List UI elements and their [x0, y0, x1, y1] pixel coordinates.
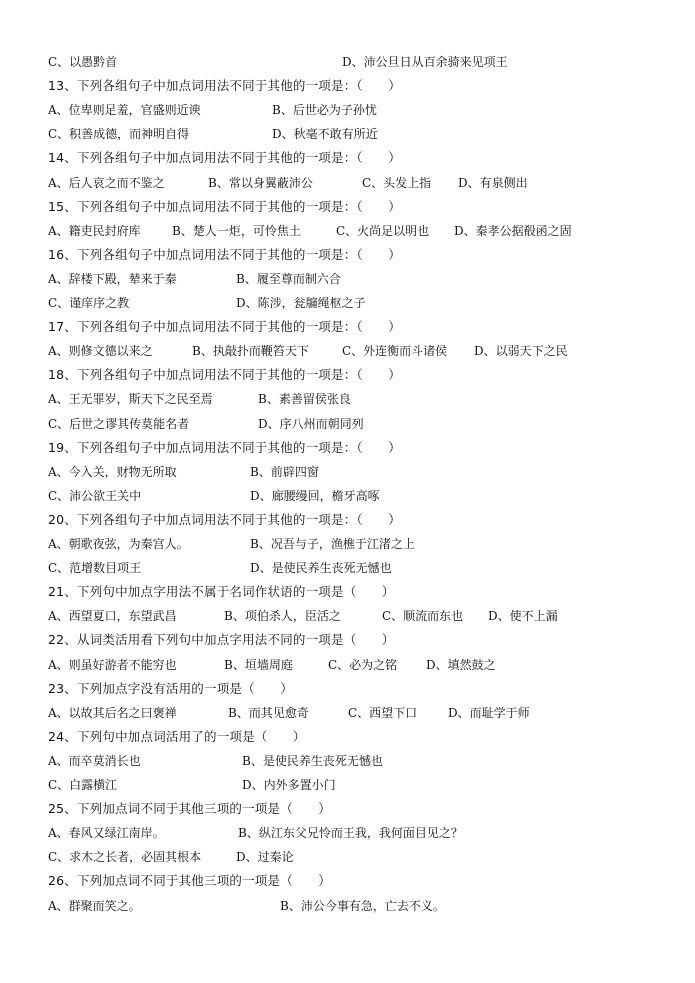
options-row — [48, 655, 668, 675]
options-row — [48, 52, 668, 72]
question-stem: 24、下列句中加点词活用了的一项是（ ） — [48, 728, 306, 744]
question-stem: 13、下列各组句子中加点词用法不同于其他的一项是：（ ） — [48, 78, 401, 94]
option-text: D、使不上漏 — [488, 609, 558, 624]
option-text: B、履至尊而制六合 — [236, 271, 341, 286]
question-stem: 18、下列各组句子中加点词用法不同于其他的一项是：（ ） — [48, 367, 401, 383]
option-text: C、谨庠序之教 — [48, 296, 130, 310]
question-stem: 26、下列加点词不同于其他三项的一项是（ ） — [48, 873, 332, 889]
option-text: D、廊腰缦回，檐牙高啄 — [250, 488, 380, 503]
option-text: D、以弱天下之民 — [474, 344, 568, 359]
option-text: A、位卑则足羞，官盛则近谀 — [48, 103, 201, 118]
question-stem: 14、下列各组句子中加点词用法不同于其他的一项是：（ ） — [48, 150, 401, 166]
option-text: A、以故其后名之曰褒禅 — [48, 705, 177, 720]
options-row — [48, 414, 668, 434]
question-stem: 19、下列各组句子中加点词用法不同于其他的一项是：（ ） — [48, 439, 401, 455]
option-text: D、陈涉，瓮牖绳枢之子 — [236, 296, 366, 310]
options-row — [48, 100, 668, 120]
option-text: A、籍吏民封府库 — [48, 223, 141, 238]
option-text: B、楚人一炬，可怜焦土 — [172, 223, 301, 238]
question-stem: 20、下列各组句子中加点词用法不同于其他的一项是：（ ） — [48, 511, 401, 527]
option-text: C、积善成德，而神明自得 — [48, 127, 190, 142]
option-text: A、后人哀之而不鉴之 — [48, 175, 165, 190]
option-text: A、朝歌夜弦，为秦宫人。 — [48, 537, 189, 551]
option-text: C、白露横江 — [48, 778, 118, 792]
option-text: D、内外多置小门 — [242, 778, 336, 792]
option-text: B、而其见愈奇 — [228, 705, 309, 720]
option-text: C、求木之长者，必固其根本 — [48, 850, 202, 865]
option-text: C、顺流而东也 — [382, 609, 464, 624]
option-text: D、是使民养生丧死无憾也 — [250, 561, 392, 576]
question-stem: 16、下列各组句子中加点词用法不同于其他的一项是：（ ） — [48, 246, 401, 262]
option-text: A、群聚而笑之。 — [48, 898, 141, 913]
option-text: D、而耻学于师 — [448, 705, 530, 720]
option-text: B、后世必为子孙忧 — [272, 103, 377, 118]
option-text: A、春风又绿江南岸。 — [48, 826, 165, 841]
option-text: B、前辟四窗 — [250, 464, 319, 479]
question-stem: 25、下列加点词不同于其他三项的一项是（ ） — [48, 801, 332, 817]
option-text: D、有泉侧出 — [458, 175, 528, 190]
option-text: C、西望下口 — [348, 705, 418, 720]
question-stem: 15、下列各组句子中加点词用法不同于其他的一项是：（ ） — [48, 198, 401, 214]
option-text: B、执敲扑而鞭笞天下 — [192, 344, 309, 359]
options-row — [48, 124, 668, 144]
options-row — [48, 703, 668, 723]
options-row — [48, 173, 668, 193]
option-text: D、秦孝公据殽函之固 — [454, 223, 572, 238]
options-row — [48, 896, 668, 916]
options-row — [48, 486, 668, 506]
options-row — [48, 462, 668, 482]
option-text: C、头发上指 — [362, 175, 432, 190]
option-text: D、填然鼓之 — [426, 657, 496, 672]
option-text: D、秋毫不敢有所近 — [272, 127, 378, 142]
option-text: C、外连衡而斗诸侯 — [342, 344, 448, 359]
option-text: A、则修文德以来之 — [48, 344, 153, 359]
option-text: D、序八州而朝同列 — [258, 416, 364, 431]
option-text: C、以愚黔首 — [48, 55, 118, 69]
options-row — [48, 293, 668, 313]
options-row — [48, 558, 668, 578]
option-text: B、况吾与子，渔樵于江渚之上 — [250, 537, 415, 551]
option-text: B、是使民养生丧死无憾也 — [242, 753, 383, 768]
options-row — [48, 389, 668, 409]
options-row — [48, 847, 668, 867]
option-text: C、火尚足以明也 — [336, 223, 430, 238]
option-text: D、过秦论 — [236, 850, 294, 865]
option-text: C、沛公欲王关中 — [48, 488, 142, 503]
option-text: B、常以身翼蔽沛公 — [208, 175, 313, 190]
option-text: B、素善留侯张良 — [258, 392, 351, 407]
options-row — [48, 269, 668, 289]
option-text: A、今入关，财物无所取 — [48, 464, 177, 479]
option-text: C、后世之谬其传莫能名者 — [48, 416, 190, 431]
option-text: B、项伯杀人，臣活之 — [224, 609, 341, 624]
option-text: C、范增数目项王 — [48, 561, 142, 576]
option-text: A、则虽好游者不能穷也 — [48, 657, 177, 672]
options-row — [48, 751, 668, 771]
question-stem: 22、从词类活用看下列句中加点字用法不同的一项是（ ） — [48, 632, 395, 648]
question-stem: 23、下列加点字没有活用的一项是（ ） — [48, 680, 293, 696]
option-text: A、而卒莫消长也 — [48, 753, 141, 768]
option-text: A、西望夏口，东望武昌 — [48, 609, 177, 624]
options-row — [48, 341, 668, 361]
option-text: A、王无罪岁，斯天下之民至焉 — [48, 392, 213, 407]
options-row — [48, 823, 668, 843]
option-text: C、必为之铭 — [328, 657, 398, 672]
option-text: B、纵江东父兄怜而王我，我何面目见之？ — [238, 826, 463, 841]
option-text: A、辞楼下殿，辇来于秦 — [48, 271, 177, 286]
question-stem: 17、下列各组句子中加点词用法不同于其他的一项是：（ ） — [48, 319, 401, 335]
options-row — [48, 606, 668, 626]
option-text: D、沛公旦日从百余骑来见项王 — [342, 55, 508, 69]
question-stem: 21、下列句中加点字用法不属于名词作状语的一项是（ ） — [48, 584, 395, 600]
options-row — [48, 221, 668, 241]
options-row — [48, 775, 668, 795]
option-text: B、沛公今事有急，亡去不义。 — [280, 898, 445, 913]
options-row — [48, 534, 668, 554]
option-text: B、垣墙周庭 — [224, 657, 293, 672]
